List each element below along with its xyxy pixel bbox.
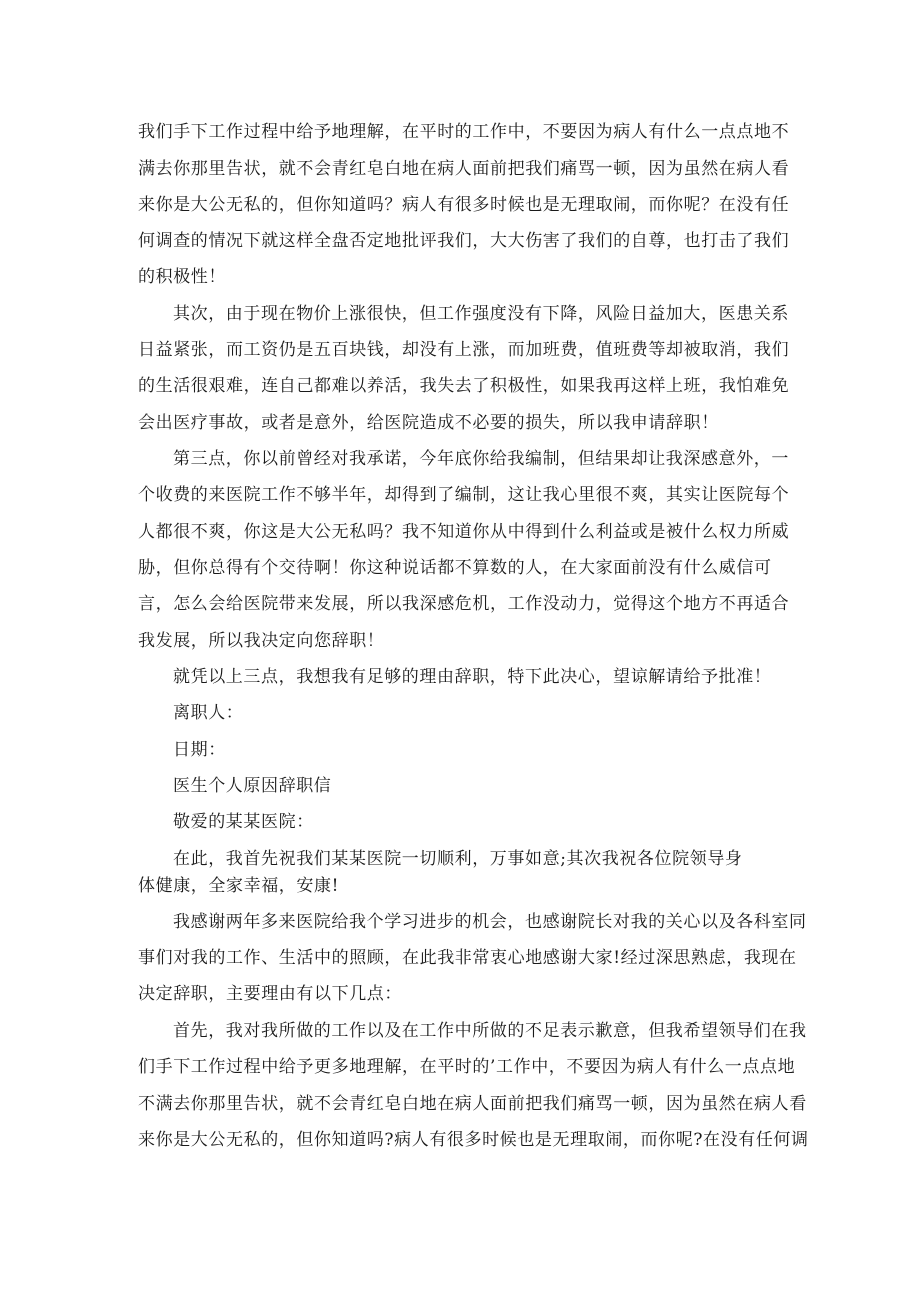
- text-line: 决定辞职，主要理由有以下几点：: [138, 984, 402, 1004]
- text-line: 何调查的情况下就这样全盘否定地批评我们，大大伤害了我们的自尊，也打击了我们: [138, 231, 790, 251]
- text-line: 体健康，全家幸福，安康!: [138, 876, 340, 896]
- text-line: 就凭以上三点，我想我有足够的理由辞职，特下此决心，望谅解请给予批准！: [173, 667, 772, 687]
- text-line: 来你是大公无私的，但你知道吗?病人有很多时候也是无理取闹，而你呢?在没有任何调: [138, 1130, 809, 1150]
- salutation: 敬爱的某某医院：: [173, 812, 314, 832]
- signer-label: 离职人：: [173, 703, 244, 723]
- text-line: 个收费的来医院工作不够半年，却得到了编制，这让我心里很不爽，其实让医院每个: [138, 485, 790, 505]
- text-line: 日益紧张，而工资仍是五百块钱，却没有上涨，而加班费，值班费等却被取消，我们: [138, 340, 790, 360]
- text-line: 们手下工作过程中给予更多地理解，在平时的’工作中，不要因为病人有什么一点点地: [138, 1057, 796, 1077]
- text-line: 来你是大公无私的，但你知道吗？病人有很多时候也是无理取闹，而你呢？在没有任: [138, 195, 790, 215]
- text-line: 其次，由于现在物价上涨很快，但工作强度没有下降，风险日益加大，医患关系: [173, 304, 789, 324]
- text-line: 的生活很艰难，连自己都难以养活，我失去了积极性，如果我再这样上班，我怕难免: [138, 376, 790, 396]
- text-line: 胁，但你总得有个交待啊！你这种说话都不算数的人，在大家面前没有什么威信可: [138, 558, 772, 578]
- text-line: 我发展，所以我决定向您辞职！: [138, 631, 385, 651]
- text-line: 首先，我对我所做的工作以及在工作中所做的不足表示歉意，但我希望领导们在我: [173, 1021, 807, 1041]
- text-line: 人都很不爽，你这是大公无私吗？我不知道你从中得到什么利益或是被什么权力所威: [138, 522, 790, 542]
- text-line: 不满去你那里告状，就不会青红皂白地在病人面前把我们痛骂一顿，因为虽然在病人看: [138, 1094, 807, 1114]
- text-line: 事们对我的工作、生活中的照顾，在此我非常衷心地感谢大家!经过深思熟虑，我现在: [138, 948, 797, 968]
- letter-title: 医生个人原因辞职信: [173, 776, 332, 796]
- text-line: 在此，我首先祝我们某某医院一切顺利，万事如意;其次我祝各位院领导身: [173, 849, 743, 869]
- text-line: 满去你那里告状，就不会青红皂白地在病人面前把我们痛骂一顿，因为虽然在病人看: [138, 159, 790, 179]
- text-line: 我们手下工作过程中给予地理解，在平时的工作中，不要因为病人有什么一点点地不: [138, 122, 790, 142]
- text-line: 会出医疗事故，或者是意外，给医院造成不必要的损失，所以我申请辞职！: [138, 413, 719, 433]
- text-line: 第三点，你以前曾经对我承诺，今年底你给我编制，但结果却让我深感意外，一: [173, 449, 789, 469]
- text-line: 我感谢两年多来医院给我个学习进步的机会，也感谢院长对我的关心以及各科室同: [173, 912, 807, 932]
- text-line: 的积极性！: [138, 267, 226, 287]
- date-label: 日期：: [173, 740, 226, 760]
- text-line: 言，怎么会给医院带来发展，所以我深感危机，工作没动力，觉得这个地方不再适合: [138, 594, 790, 614]
